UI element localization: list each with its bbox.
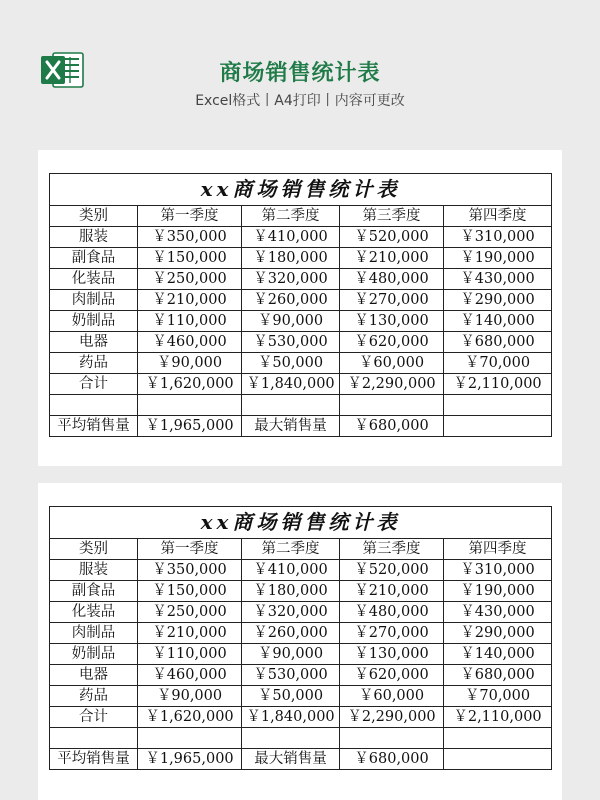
table-cell[interactable]: ￥460,000 — [138, 665, 242, 686]
summary-row — [50, 416, 552, 437]
table-row — [50, 374, 552, 395]
table-cell[interactable]: ￥2,110,000 — [444, 374, 552, 395]
table-cell[interactable]: ￥140,000 — [444, 311, 552, 332]
table-cell[interactable]: ￥50,000 — [242, 686, 340, 707]
table-row — [50, 581, 552, 602]
sheet-card-2 — [38, 483, 562, 800]
table-cell[interactable] — [138, 728, 242, 749]
table-title-row — [50, 507, 552, 539]
table-cell[interactable] — [340, 395, 444, 416]
table-cell[interactable]: ￥410,000 — [242, 560, 340, 581]
column-header: 类别 — [50, 206, 138, 227]
table-cell[interactable]: ￥520,000 — [340, 227, 444, 248]
table-cell[interactable]: ￥90,000 — [242, 644, 340, 665]
table-cell[interactable]: ￥680,000 — [444, 665, 552, 686]
table-cell[interactable]: 药品 — [50, 353, 138, 374]
table-cell[interactable]: ￥70,000 — [444, 686, 552, 707]
table-cell[interactable]: ￥260,000 — [242, 290, 340, 311]
summary-cell[interactable]: 最大销售量 — [242, 416, 340, 437]
page-title: 商场销售统计表 — [219, 61, 381, 86]
summary-cell[interactable]: 平均销售量 — [50, 749, 138, 770]
table-cell[interactable]: ￥320,000 — [242, 269, 340, 290]
table-cell[interactable]: ￥90,000 — [138, 353, 242, 374]
table-row — [50, 311, 552, 332]
table-cell[interactable]: ￥480,000 — [340, 602, 444, 623]
table-cell[interactable] — [138, 395, 242, 416]
table-row — [50, 560, 552, 581]
table-cell[interactable]: ￥60,000 — [340, 686, 444, 707]
column-header: 第一季度 — [138, 206, 242, 227]
table-cell[interactable]: ￥270,000 — [340, 623, 444, 644]
table-row — [50, 290, 552, 311]
table-cell[interactable]: ￥320,000 — [242, 602, 340, 623]
table-cell[interactable]: 药品 — [50, 686, 138, 707]
table-cell[interactable]: ￥180,000 — [242, 248, 340, 269]
sales-table-2 — [49, 506, 552, 770]
table-cell[interactable]: ￥180,000 — [242, 581, 340, 602]
table-cell[interactable]: ￥110,000 — [138, 644, 242, 665]
column-header: 第三季度 — [340, 206, 444, 227]
summary-cell[interactable]: 平均销售量 — [50, 416, 138, 437]
table-cell[interactable]: ￥50,000 — [242, 353, 340, 374]
table-cell[interactable]: ￥210,000 — [340, 581, 444, 602]
table-row — [50, 395, 552, 416]
table-cell[interactable]: ￥70,000 — [444, 353, 552, 374]
table-cell[interactable]: ￥140,000 — [444, 644, 552, 665]
table-header-row — [50, 539, 552, 560]
table-cell[interactable]: ￥430,000 — [444, 602, 552, 623]
table-cell[interactable]: 电器 — [50, 332, 138, 353]
table-cell[interactable]: ￥620,000 — [340, 665, 444, 686]
table-cell[interactable]: ￥190,000 — [444, 248, 552, 269]
table-cell[interactable]: 副食品 — [50, 248, 138, 269]
table-cell[interactable]: ￥210,000 — [138, 623, 242, 644]
table-row — [50, 248, 552, 269]
table-cell[interactable]: ￥310,000 — [444, 227, 552, 248]
table-cell[interactable]: 奶制品 — [50, 311, 138, 332]
summary-cell[interactable] — [444, 416, 552, 437]
table-cell[interactable]: ￥290,000 — [444, 623, 552, 644]
summary-cell[interactable]: ￥680,000 — [340, 749, 444, 770]
table-cell[interactable]: ￥620,000 — [340, 332, 444, 353]
sales-table-1 — [49, 173, 552, 437]
table-cell[interactable]: ￥2,290,000 — [340, 374, 444, 395]
table-cell[interactable]: ￥2,110,000 — [444, 707, 552, 728]
table-cell[interactable]: ￥110,000 — [138, 311, 242, 332]
sheet-card-1 — [38, 150, 562, 466]
table-title: xx商场销售统计表 — [50, 174, 552, 206]
table-cell[interactable]: ￥2,290,000 — [340, 707, 444, 728]
column-header: 第二季度 — [242, 539, 340, 560]
table-cell[interactable]: ￥90,000 — [138, 686, 242, 707]
column-header: 第四季度 — [444, 206, 552, 227]
summary-cell[interactable] — [444, 749, 552, 770]
summary-cell[interactable]: 最大销售量 — [242, 749, 340, 770]
table-cell[interactable]: ￥150,000 — [138, 248, 242, 269]
table-cell[interactable]: 合计 — [50, 374, 138, 395]
table-row — [50, 602, 552, 623]
summary-cell[interactable]: ￥1,965,000 — [138, 749, 242, 770]
column-header: 第一季度 — [138, 539, 242, 560]
table-row — [50, 644, 552, 665]
table-cell[interactable]: 奶制品 — [50, 644, 138, 665]
table-cell[interactable]: ￥60,000 — [340, 353, 444, 374]
table-row — [50, 269, 552, 290]
table-cell[interactable] — [242, 728, 340, 749]
table-cell[interactable]: ￥680,000 — [444, 332, 552, 353]
table-cell[interactable]: 合计 — [50, 707, 138, 728]
table-cell[interactable]: ￥130,000 — [340, 644, 444, 665]
table-cell[interactable]: ￥310,000 — [444, 560, 552, 581]
table-cell[interactable]: ￥530,000 — [242, 665, 340, 686]
table-cell[interactable]: ￥410,000 — [242, 227, 340, 248]
table-row — [50, 227, 552, 248]
table-row — [50, 623, 552, 644]
table-cell[interactable] — [50, 728, 138, 749]
table-cell[interactable] — [50, 395, 138, 416]
table-cell[interactable]: ￥210,000 — [138, 290, 242, 311]
table-cell[interactable]: ￥1,620,000 — [138, 707, 242, 728]
table-cell[interactable]: ￥530,000 — [242, 332, 340, 353]
table-title-row — [50, 174, 552, 206]
table-title: xx商场销售统计表 — [50, 507, 552, 539]
column-header: 类别 — [50, 539, 138, 560]
table-row — [50, 686, 552, 707]
table-cell[interactable]: ￥460,000 — [138, 332, 242, 353]
table-cell[interactable]: ￥210,000 — [340, 248, 444, 269]
table-cell[interactable]: ￥350,000 — [138, 227, 242, 248]
table-cell[interactable] — [444, 395, 552, 416]
table-row — [50, 665, 552, 686]
table-cell[interactable]: ￥1,840,000 — [242, 707, 340, 728]
table-cell[interactable]: ￥190,000 — [444, 581, 552, 602]
table-cell[interactable]: ￥1,620,000 — [138, 374, 242, 395]
summary-cell[interactable]: ￥680,000 — [340, 416, 444, 437]
table-cell[interactable]: 副食品 — [50, 581, 138, 602]
summary-row — [50, 749, 552, 770]
table-cell[interactable]: 肉制品 — [50, 623, 138, 644]
table-cell[interactable] — [242, 395, 340, 416]
column-header: 第三季度 — [340, 539, 444, 560]
table-cell[interactable]: ￥150,000 — [138, 581, 242, 602]
column-header: 第四季度 — [444, 539, 552, 560]
table-cell[interactable]: ￥250,000 — [138, 602, 242, 623]
table-cell[interactable] — [340, 728, 444, 749]
table-cell[interactable]: ￥480,000 — [340, 269, 444, 290]
table-row — [50, 707, 552, 728]
table-cell[interactable]: 电器 — [50, 665, 138, 686]
page-header — [0, 0, 600, 130]
table-cell[interactable]: 肉制品 — [50, 290, 138, 311]
table-cell[interactable]: ￥250,000 — [138, 269, 242, 290]
table-cell[interactable]: ￥290,000 — [444, 290, 552, 311]
summary-cell[interactable]: ￥1,965,000 — [138, 416, 242, 437]
table-cell[interactable]: ￥1,840,000 — [242, 374, 340, 395]
table-cell[interactable]: ￥430,000 — [444, 269, 552, 290]
table-header-row — [50, 206, 552, 227]
table-cell[interactable]: 服装 — [50, 560, 138, 581]
table-cell[interactable]: 化装品 — [50, 602, 138, 623]
table-cell[interactable]: ￥130,000 — [340, 311, 444, 332]
table-cell[interactable]: ￥260,000 — [242, 623, 340, 644]
table-cell[interactable]: 服装 — [50, 227, 138, 248]
table-cell[interactable]: ￥90,000 — [242, 311, 340, 332]
page-subtitle: Excel格式丨A4打印丨内容可更改 — [195, 93, 405, 109]
table-cell[interactable]: ￥270,000 — [340, 290, 444, 311]
table-row — [50, 332, 552, 353]
table-cell[interactable]: 化装品 — [50, 269, 138, 290]
table-cell[interactable]: ￥520,000 — [340, 560, 444, 581]
table-row — [50, 353, 552, 374]
table-row — [50, 728, 552, 749]
table-cell[interactable] — [444, 728, 552, 749]
column-header: 第二季度 — [242, 206, 340, 227]
table-cell[interactable]: ￥350,000 — [138, 560, 242, 581]
